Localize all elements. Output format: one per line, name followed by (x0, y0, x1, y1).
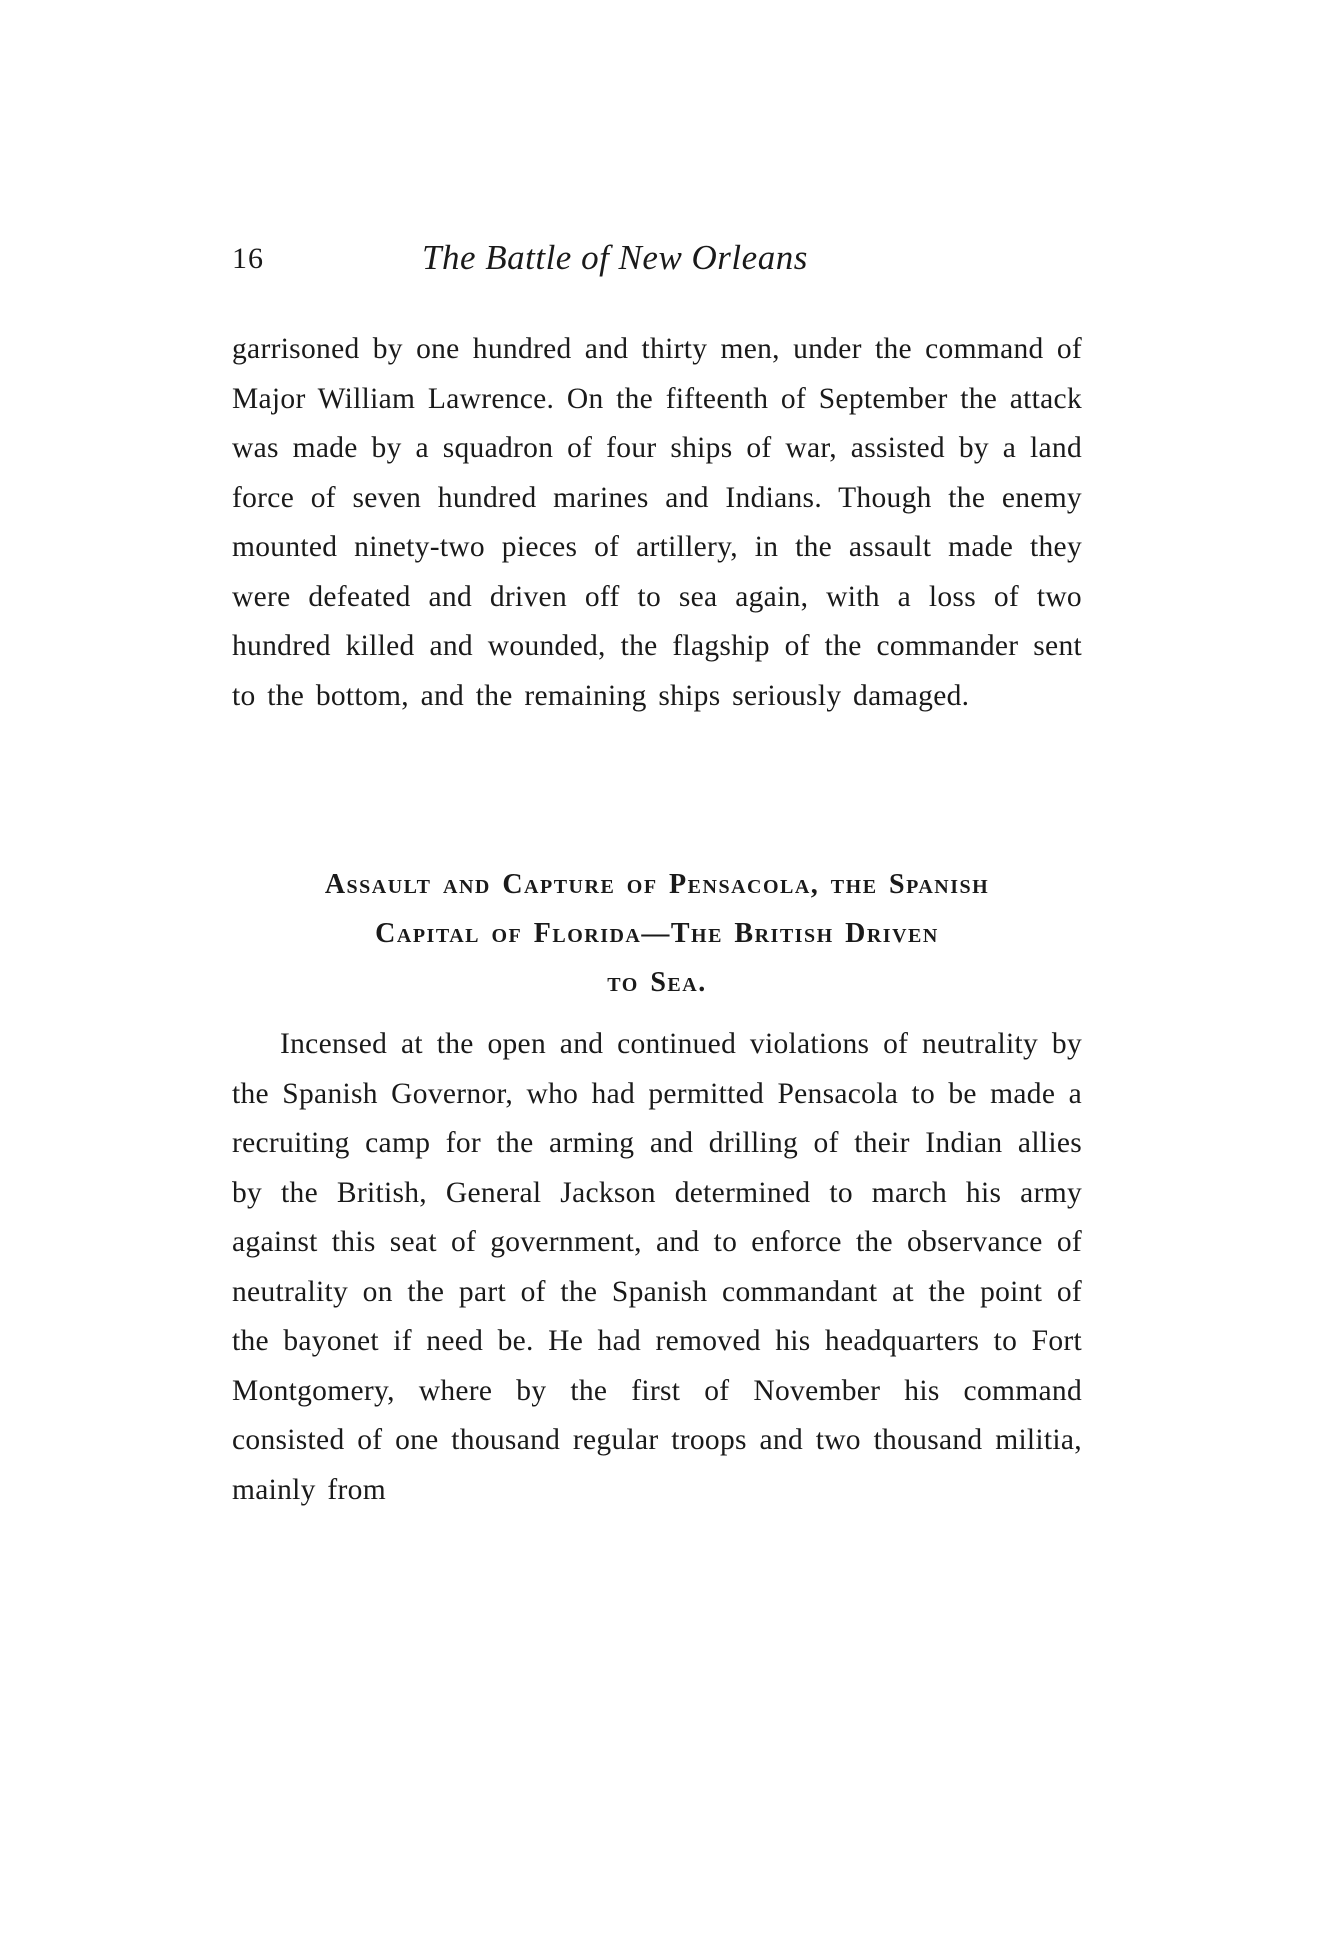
paragraph-continuation: garrisoned by one hundred and thirty men, under the command of Major William Lawrence. On the fifteenth of September the attack was made by a squadron of four ships of war, assisted by a land force of seven hundred marines and Indians. Though the enemy mounted ninety-two pieces of artillery, in the assault made they were defeated and driven off to sea again, with a loss of two hundred killed and wounded, the flagship of the commander sent to the bottom, and the remaining ships seriously damaged. (232, 333, 1082, 712)
section-heading-line: to Sea. (607, 967, 707, 998)
section-heading (232, 860, 1082, 1007)
running-title: The Battle of New Orleans (422, 238, 808, 277)
page-number: 16 (232, 242, 264, 275)
section-heading-line: Assault and Capture of Pensacola, the Spanish (324, 869, 990, 900)
section-heading-line: Capital of Florida—The British Driven (375, 918, 939, 949)
paragraph: Incensed at the open and continued violations of neutrality by the Spanish Governor, who had permitted Pensacola to be made a recruiting camp for the arming and drilling of their Indian allies by the British, General Jackson determined to march his army against this seat of government, and to enforce the observance of neutrality on the part of the Spanish commandant at the point of the bayonet if need be. He had removed his headquarters to Fort Montgomery, where by the first of November his command consisted of one thousand regular troops and two thousand militia, mainly from (232, 1028, 1082, 1506)
running-head (232, 238, 1082, 288)
